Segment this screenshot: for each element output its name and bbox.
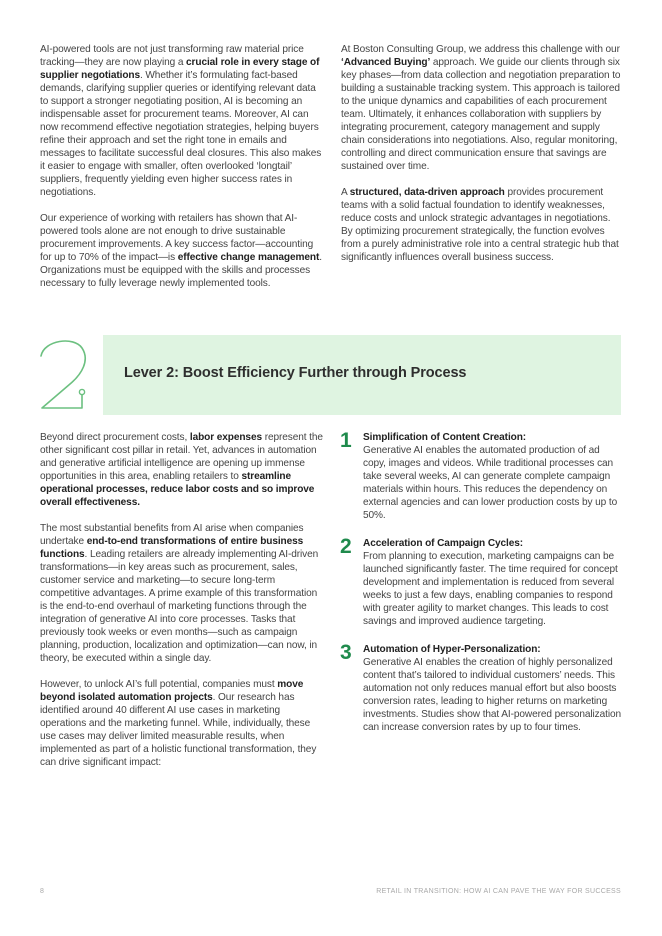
lever-title: Lever 2: Boost Efficiency Further through Process [124,365,467,381]
paragraph: Beyond direct procurement costs, labor expenses represent the other significant cost pillar in retail. Yet, advances in automation and generative artificial intelligence are opening up immense opportunities in this area, enabling retailers to streamline operational processes, reduce labor costs and so improve overall effectiveness. [40,432,323,508]
list-item-title: Automation of Hyper-Personalization: [363,644,541,655]
list-item-text: From planning to execution, marketing campaigns can be launched significantly faster. The time required for concept development and implementation is reduced from several weeks to just a few days, enabling companies to respond with greater agility to market changes. This leads to cost savings and improved audience targeting. [363,551,618,627]
list-item-number: 2 [340,535,352,558]
number-2-stroke [41,341,85,408]
paragraph: However, to unlock AI’s full potential, companies must move beyond isolated automation projects. Our research has identified around 40 different AI use cases in marketing operations and the marketing funnel. While, individually, these use cases may deliver limited measurable results, when implemented as part of a holistic functional transformation, they can drive significant impact: [40,679,317,768]
list-item [340,431,624,522]
list-item-text: Generative AI enables the creation of highly personalized content that’s tailored to individual customers’ needs. This automation not only reduces manual effort but also boosts conversion rates, leading to higher returns on marketing investments. Studies show that AI-powered personalization can increase conversion rates by up to four times. [363,657,622,733]
bottom-left-column [40,431,324,782]
list-item [340,643,624,734]
paragraph: At Boston Consulting Group, we address this challenge with our ‘Advanced Buying’ approach. We guide our clients through six key phases—from data collection and negotiation preparation to building a sustainable tracking system. This approach is tailored to the unique dynamics and capabilities of each procurement team. Ultimately, it enhances collaboration with suppliers by integrating procurement, category management and supply chain considerations into negotiations. Also, regular monitoring, controlling and direct communication ensure that savings are sustained over time. [341,44,621,172]
lever-number-graphic [38,336,94,414]
list-item-number: 3 [340,641,352,664]
list-item-title: Simplification of Content Creation: [363,432,527,443]
top-right-column [341,43,623,277]
top-left-column [40,43,323,303]
paragraph: Our experience of working with retailers has shown that AI-powered tools alone are not enough to drive sustainable procurement improvements. A key success factor—accounting for up to 70% of the impact—is effective change management. Organizations must be equipped with the skills and processes necessary to fully leverage newly implemented tools. [40,213,322,289]
paragraph: AI-powered tools are not just transforming raw material price tracking—they are now playing a crucial role in every stage of supplier negotiations. Whether it’s formulating fact-based demands, clarifying supplier queries or identifying relevant data to support a stronger negotiating position, AI is becoming an indispensable asset for procurement teams. Moreover, AI can now recommend effective negotiation strategies, helping buyers refine their approach and set the right tone in emails and messages to facilitate successful deal closures. This also makes it easier to engage with smaller, often overlooked ‘longtail’ suppliers, frequently yielding even higher success rates in negotiations. [40,44,322,198]
list-item [340,537,624,628]
impact-list [340,431,624,749]
paragraph: The most substantial benefits from AI arise when companies undertake end-to-end transformations of entire business functions. Leading retailers are already implementing AI-driven transformations—in key areas such as procurement, sales, customer service and marketing—to secure long-term competitive advantages. A prime example of this transformation is the end-to-end overhaul of marketing functions through the integration of generative AI into core processes. Tasks that previously took weeks or even months—such as campaign planning, production, localization and optimization—can now, in theory, be executed within a single day. [40,523,319,664]
page-number: 8 [40,888,45,895]
number-2-end-dot [79,389,84,394]
list-item-number: 1 [340,429,352,452]
paragraph: A structured, data-driven approach provides procurement teams with a solid factual foundation to identify weaknesses, reduce costs and unlock strategic advantages in negotiations. By optimizing procurement strategically, the function evolves from a purely administrative role into a central strategic hub that significantly influences overall business success. [341,187,619,263]
list-item-title: Acceleration of Campaign Cycles: [363,538,524,549]
footer-title: RETAIL IN TRANSITION: HOW AI CAN PAVE THE WAY FOR SUCCESS [376,888,621,895]
list-item-text: Generative AI enables the automated production of ad copy, images and videos. While traditional processes can take several weeks, AI can generate complete campaign materials within hours. This reduces the dependency on external agencies and can lower production costs by up to 50%. [363,445,618,521]
